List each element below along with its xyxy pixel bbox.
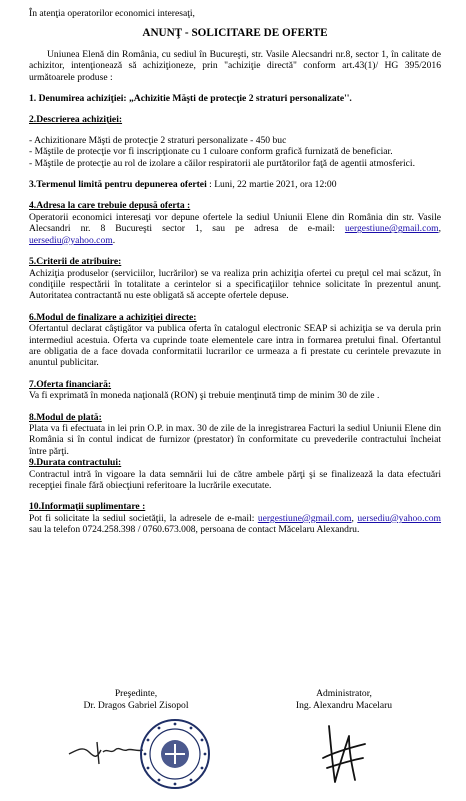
bullet-item: - Măştile de protecţie au rol de izolare a căilor respiratorii ale purtătorilor faţă de agentii atmosferici. bbox=[29, 157, 415, 169]
section-3-heading: 3.Termenul limită pentru depunerea ofertei bbox=[29, 179, 207, 191]
section-3 bbox=[29, 179, 441, 190]
section-6-text: Ofertantul declarat câştigător va publica oferta în catalogul electronic SEAP si achiziţia se va derula prin intermediul acestuia. Oferta va cuprinde toate elementele care intra in formarea pretului final. Ofertantul are obligatia de a face dovada conformitatii lucrarilor ce urmeaza a fi prestate cu cerintele prevazute in anuntul publicitar. bbox=[29, 323, 441, 369]
administrator-signature-icon bbox=[319, 718, 369, 790]
president-signature-icon bbox=[67, 728, 147, 768]
signature-area bbox=[29, 688, 441, 796]
section-2-heading: 2.Descrierea achiziţiei: bbox=[29, 114, 123, 126]
section-8-text: Plata va fi efectuata in lei prin O.P. in max. 30 de zile de la inregistrarea Facturi la sediul Uniunii Elene din România si în contul indicat de furnizor (prestator) în conformitate cu prevederile contractului încheiat între părţi. bbox=[29, 422, 441, 457]
section-3-text: : Luni, 22 martie 2021, ora 12:00 bbox=[206, 179, 337, 191]
section-7-text: Va fi exprimată în moneda naţională (RON) şi trebuie menţinută timp de minim 30 de zile . bbox=[29, 390, 380, 402]
separator: , bbox=[438, 223, 441, 235]
preamble: Uniunea Elenă din România, cu sediul în Bucureşti, str. Vasile Alecsandri nr.8, sector 1, în calitate de achizitor, intenţionează să achiziţioneze, prin "achiziţie directă" conform art.43(1)/ HG 395/2016 următoarele produse : bbox=[29, 48, 441, 83]
bullet-item: - Măştile de protecţie vor fi inscripţionate cu 1 culoare conform grafică furnizată de beneficiar. bbox=[29, 146, 393, 158]
section-2-bullets bbox=[29, 135, 441, 169]
section-8-heading: 8.Modul de plată: bbox=[29, 411, 102, 423]
email-link-sediu[interactable]: uersediu@yahoo.com bbox=[29, 234, 113, 246]
email-link-gestiune[interactable]: uergestiune@gmail.com bbox=[344, 223, 439, 235]
administrator-name: Ing. Alexandru Macelaru bbox=[295, 700, 393, 711]
period: . bbox=[112, 234, 116, 246]
section-5-heading: 5.Criterii de atribuire: bbox=[29, 256, 122, 268]
official-stamp-icon bbox=[139, 718, 211, 790]
email-link-sediu[interactable]: uersediu@yahoo.com bbox=[357, 512, 442, 524]
section-7-heading: 7.Oferta financiară: bbox=[29, 378, 112, 390]
section-10-body: Pot fi solicitate la sediul societăţii, la adresele de e-mail: bbox=[29, 512, 258, 524]
section-10-contact: sau la telefon 0724.258.398 / 0760.673.008, persoana de contact Măcelaru Alexandru. bbox=[29, 524, 360, 536]
document-body bbox=[29, 8, 441, 536]
president-role: Preşedinte, bbox=[114, 688, 158, 699]
bullet-item: - Achizitionare Măşti de protecţie 2 straturi personalizate - 450 buc bbox=[29, 134, 287, 146]
section-1-heading: 1. Denumirea achiziţiei: „Achizitie Măşti de protecţie 2 straturi personalizate''. bbox=[29, 93, 352, 105]
section-4-heading: 4.Adresa la care trebuie depusă oferta : bbox=[29, 200, 191, 212]
email-link-gestiune[interactable]: uergestiune@gmail.com bbox=[257, 512, 352, 524]
administrator-role: Administrator, bbox=[316, 688, 372, 699]
section-4-text bbox=[29, 212, 441, 246]
administrator-signature-block bbox=[269, 688, 419, 712]
separator: , bbox=[351, 512, 354, 524]
page-title: ANUNŢ - SOLICITARE DE OFERTE bbox=[142, 27, 328, 40]
intro-line: În atenţia operatorilor economici interesaţi, bbox=[29, 8, 195, 19]
section-9-text: Contractul intră în vigoare la data semnării lui de către ambele părţi şi se finalizează la data efectuări recepţiei finale fără obiecţiuni referitoare la lucrările executate. bbox=[29, 468, 441, 491]
section-9-heading: 9.Durata contractului: bbox=[29, 457, 122, 469]
section-10-text bbox=[29, 513, 441, 536]
president-name: Dr. Dragos Gabriel Zisopol bbox=[83, 700, 189, 711]
section-10-heading: 10.Informaţii suplimentare : bbox=[29, 501, 146, 513]
section-6-heading: 6.Modul de finalizare a achiziţiei directe: bbox=[29, 311, 197, 323]
section-4-body: Operatorii economici interesaţi vor depune ofertele la sediul Uniunii Elene din România din str. Vasile Alecsandri nr. 8 Bucureşti sector 1, sau pe adresa de e-mail: bbox=[29, 211, 441, 235]
section-5-text: Achiziţia produselor (serviciilor, lucrărilor) se va realiza prin achiziţia ofertei cu preţul cel mai scăzut, în condiţiile respectării în totalitate a cerintelor si a specificaţiilor tehnice solicitate în prezentul anunţ. Autoritatea contractantă nu este obligată să accepte ofertele depuse. bbox=[29, 267, 441, 302]
president-signature-block bbox=[61, 688, 211, 712]
